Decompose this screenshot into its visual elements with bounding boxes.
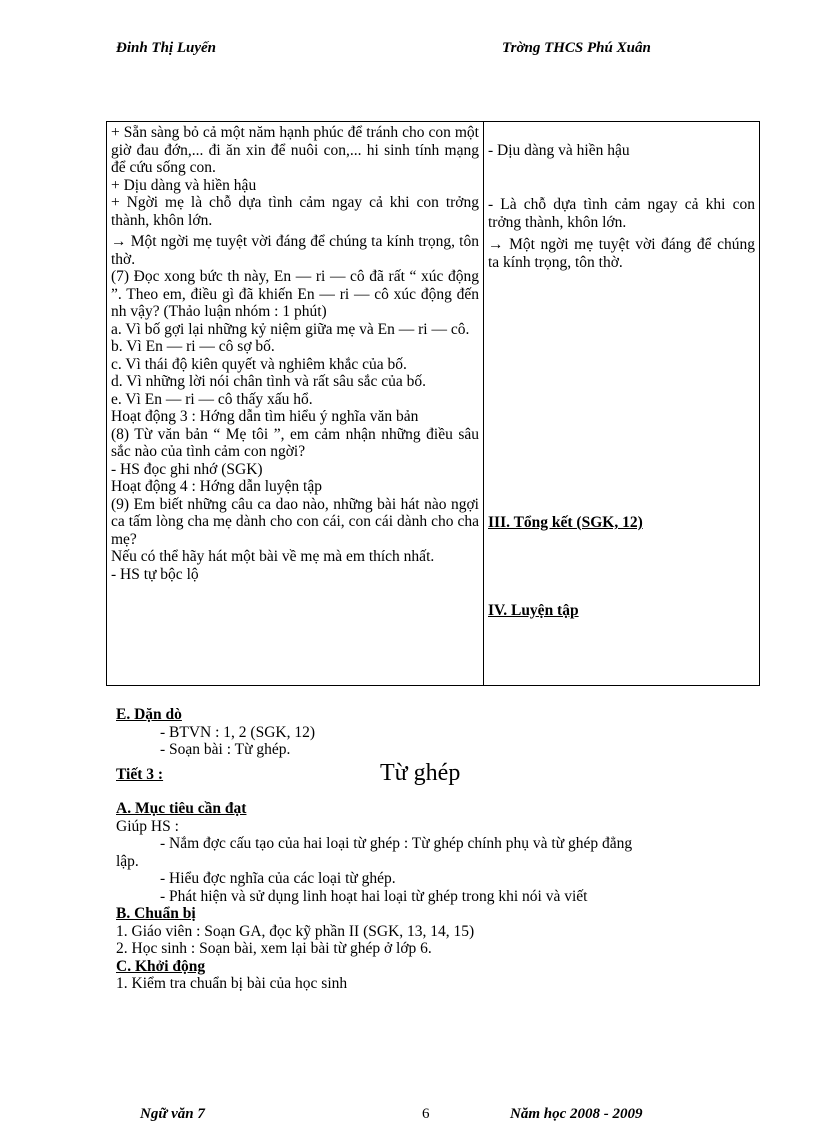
list-item: 2. Học sinh : Soạn bài, xem lại bài từ ghép ở lớp 6. xyxy=(116,940,432,957)
left-line: e. Vì En — ri — cô thấy xấu hổ. xyxy=(111,390,313,408)
footer-subject: Ngữ văn 7 xyxy=(140,1106,205,1122)
left-line: d. Vì những lời nói chân tình và rất sâu sắc của bố. xyxy=(111,373,427,390)
objectives-intro: Giúp HS : xyxy=(116,817,179,835)
footer-year: Năm học 2008 - 2009 xyxy=(510,1106,643,1122)
left-line: + Ngời mẹ là chỗ dựa tình cảm ngay cả khi con trởng thành, khôn lớn. xyxy=(111,194,479,229)
left-line: b. Vì En — ri — cô sợ bố. xyxy=(111,338,275,355)
header-author: Đinh Thị Luyến xyxy=(116,40,217,56)
practice-heading: IV. Luyện tập xyxy=(488,602,579,619)
homework-section xyxy=(116,706,315,759)
left-line: Hoạt động 4 : Hớng dẫn luyện tập xyxy=(111,478,322,495)
table-row xyxy=(107,122,760,686)
lesson-table xyxy=(106,121,760,686)
table-right-cell xyxy=(484,122,760,686)
right-line: - Là chỗ dựa tình cảm ngay cả khi con trởng thành, khôn lớn. xyxy=(488,196,755,231)
table-left-cell xyxy=(107,122,484,686)
left-line: (8) Từ văn bản “ Mẹ tôi ”, em cảm nhận những điều sâu sắc nào của tình cảm con ngời? xyxy=(111,425,479,460)
left-line: a. Vì bố gợi lại những kỷ niệm giữa mẹ và En — ri — cô. xyxy=(111,320,470,338)
section-heading: A. Mục tiêu cần đạt xyxy=(116,800,247,817)
left-line: Hoạt động 3 : Hớng dẫn tìm hiểu ý nghĩa văn bản xyxy=(111,408,419,425)
left-line: (7) Đọc xong bức th này, En — ri — cô đã rất “ xúc động ”. Theo em, điều gì đã khiến En — ri — cô xúc động đến nh vậy? (Thảo luận nhóm : 1 phút) xyxy=(111,268,479,320)
left-line: + Sẵn sàng bỏ cả một năm hạnh phúc để tránh cho con một giờ đau đớn,... đi ăn xin để nuôi con,... hi sinh tính mạng để cứu sống con. xyxy=(111,124,479,176)
list-item: - Nắm đợc cấu tạo của hai loại từ ghép : Từ ghép chính phụ và từ ghép đẳng xyxy=(160,835,633,852)
left-line: - HS đọc ghi nhớ (SGK) xyxy=(111,460,263,478)
list-item: 1. Kiểm tra chuẩn bị bài của học sinh xyxy=(116,975,348,992)
list-item: 1. Giáo viên : Soạn GA, đọc kỹ phần II (SGK, 13, 14, 15) xyxy=(116,922,475,940)
section-heading: E. Dặn dò xyxy=(116,706,182,723)
page-number: 6 xyxy=(422,1106,430,1122)
lesson-number: Tiết 3 : xyxy=(116,766,164,783)
header-school: Trờng THCS Phú Xuân xyxy=(502,40,651,56)
section-heading: B. Chuẩn bị xyxy=(116,905,196,922)
summary-heading: III. Tổng kết (SGK, 12) xyxy=(488,514,643,531)
list-item: - Phát hiện và sử dụng linh hoạt hai loại từ ghép trong khi nói và viết xyxy=(160,887,588,905)
left-line: + Dịu dàng và hiền hậu xyxy=(111,176,257,194)
left-line: Nếu có thể hãy hát một bài về mẹ mà em thích nhất. xyxy=(111,548,435,565)
left-line: c. Vì thái độ kiên quyết và nghiêm khắc của bố. xyxy=(111,355,407,373)
list-item: - Hiểu đợc nghĩa của các loại từ ghép. xyxy=(160,870,396,887)
lesson-title: Từ ghép xyxy=(380,760,461,786)
right-line: - Dịu dàng và hiền hậu xyxy=(488,142,630,159)
list-item: - BTVN : 1, 2 (SGK, 12) xyxy=(160,723,315,741)
list-item: - Soạn bài : Từ ghép. xyxy=(160,741,291,758)
right-line: → Một ngời mẹ tuyệt vời đáng để chúng ta kính trọng, tôn thờ. xyxy=(488,236,755,271)
section-heading: C. Khởi động xyxy=(116,957,206,975)
left-line: - HS tự bộc lộ xyxy=(111,565,199,583)
left-line: → Một ngời mẹ tuyệt vời đáng để chúng ta kính trọng, tôn thờ. xyxy=(111,233,479,268)
objectives-section xyxy=(116,800,740,993)
left-line: (9) Em biết những câu ca dao nào, những bài hát nào ngợi ca tấm lòng cha mẹ dành cho con cái, con cái dành cho cha mẹ? xyxy=(111,495,479,548)
list-item: lập. xyxy=(116,852,139,870)
